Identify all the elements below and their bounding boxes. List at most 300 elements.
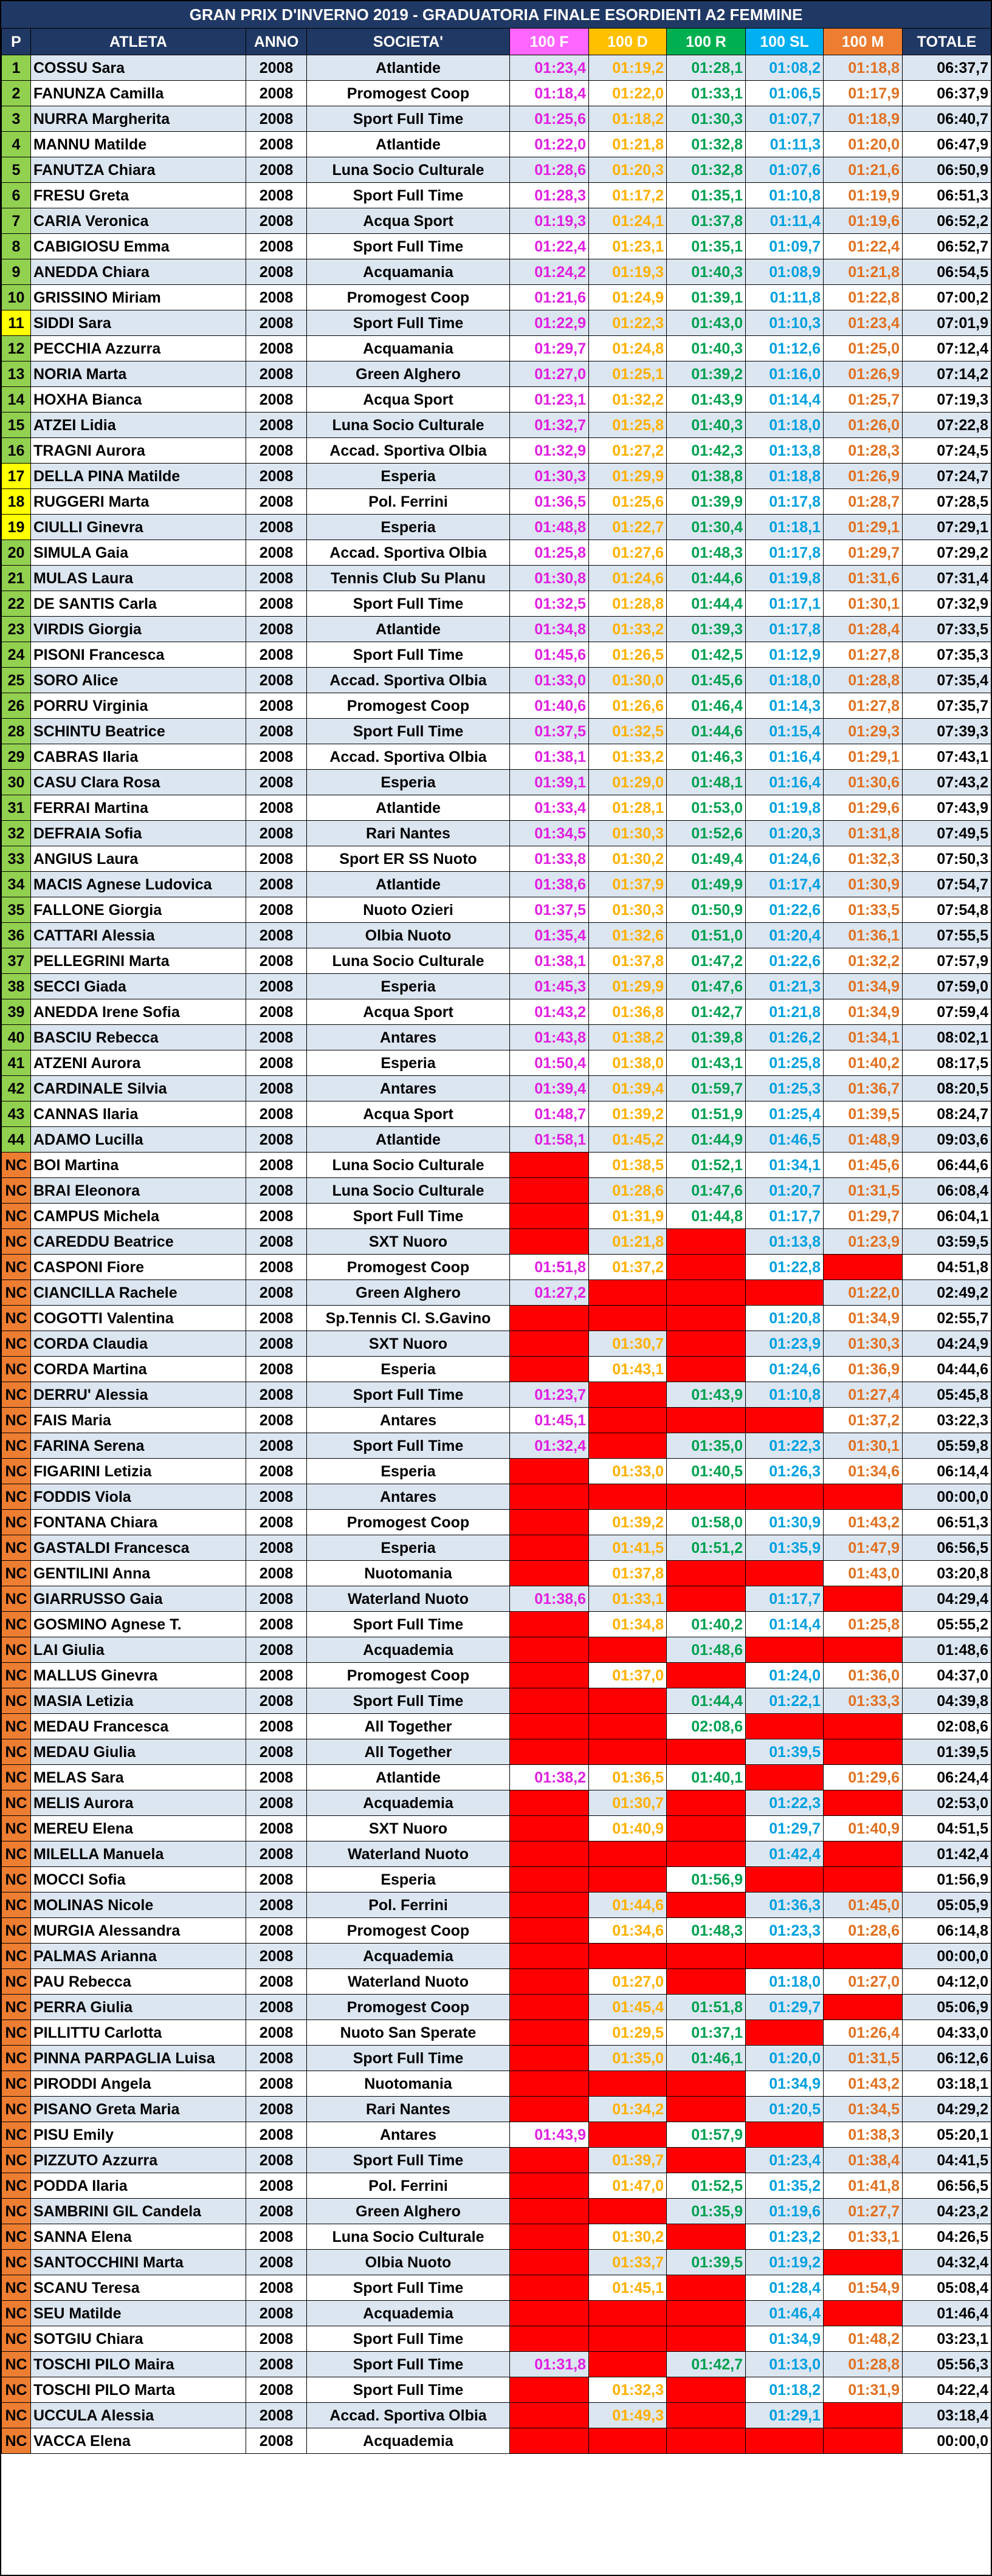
athlete-cell: GOSMINO Agnese T. <box>31 1612 246 1637</box>
time-100-f: 01:50,4 <box>510 1050 589 1076</box>
time-100-m: 01:38,3 <box>824 2122 903 2148</box>
club-cell: Luna Socio Culturale <box>307 1153 510 1178</box>
time-100-d: 01:23,1 <box>589 234 667 259</box>
athlete-cell: PISANO Greta Maria <box>31 2097 246 2122</box>
time-100-f <box>510 2250 589 2275</box>
table-row <box>2 1586 991 1612</box>
time-100-m: 01:29,7 <box>824 1204 903 1229</box>
time-100-sl <box>746 2020 824 2046</box>
time-100-r: 01:30,4 <box>667 515 746 540</box>
year-cell: 2008 <box>246 770 307 795</box>
time-100-sl: 01:34,9 <box>746 2071 824 2097</box>
time-100-d: 01:22,0 <box>589 81 667 106</box>
total-cell: 06:14,4 <box>903 1459 991 1484</box>
position-cell: NC <box>2 2352 31 2377</box>
table-row <box>2 1255 991 1280</box>
time-100-sl: 01:17,8 <box>746 489 824 515</box>
time-100-d: 01:24,6 <box>589 566 667 591</box>
time-100-m: 01:30,1 <box>824 591 903 617</box>
total-cell: 07:28,5 <box>903 489 991 515</box>
total-cell: 04:22,4 <box>903 2377 991 2403</box>
time-100-d: 01:25,1 <box>589 361 667 387</box>
table-row <box>2 770 991 795</box>
time-100-r <box>667 2275 746 2301</box>
position-cell: NC <box>2 1790 31 1816</box>
time-100-sl: 01:14,4 <box>746 387 824 413</box>
time-100-f: 01:33,0 <box>510 668 589 693</box>
time-100-f <box>510 2173 589 2199</box>
club-cell: Tennis Club Su Planu <box>307 566 510 591</box>
year-cell: 2008 <box>246 1306 307 1331</box>
time-100-m <box>824 2301 903 2326</box>
time-100-d <box>589 2199 667 2224</box>
time-100-m <box>824 1637 903 1663</box>
time-100-sl <box>746 1637 824 1663</box>
time-100-m: 01:29,6 <box>824 1765 903 1790</box>
time-100-r <box>667 1816 746 1841</box>
athlete-cell: CASU Clara Rosa <box>31 770 246 795</box>
year-cell: 2008 <box>246 1944 307 1969</box>
time-100-sl: 01:19,6 <box>746 2199 824 2224</box>
time-100-r: 01:52,1 <box>667 1153 746 1178</box>
time-100-sl: 01:39,5 <box>746 1739 824 1765</box>
time-100-r <box>667 1280 746 1306</box>
position-cell: NC <box>2 1586 31 1612</box>
time-100-r: 01:43,1 <box>667 1050 746 1076</box>
time-100-f: 01:43,9 <box>510 2122 589 2148</box>
time-100-f <box>510 1867 589 1893</box>
total-cell: 06:04,1 <box>903 1204 991 1229</box>
time-100-sl: 01:26,3 <box>746 1459 824 1484</box>
time-100-r: 01:45,6 <box>667 668 746 693</box>
time-100-d: 01:27,6 <box>589 540 667 566</box>
time-100-f <box>510 2301 589 2326</box>
time-100-f <box>510 1790 589 1816</box>
club-cell: Esperia <box>307 974 510 999</box>
time-100-d: 01:24,8 <box>589 336 667 361</box>
position-cell: NC <box>2 1944 31 1969</box>
time-100-sl <box>746 1561 824 1586</box>
time-100-r: 01:40,3 <box>667 259 746 285</box>
time-100-f <box>510 1944 589 1969</box>
time-100-sl: 01:13,8 <box>746 438 824 464</box>
year-cell: 2008 <box>246 1612 307 1637</box>
time-100-d: 01:45,4 <box>589 1995 667 2020</box>
position-cell: 12 <box>2 336 31 361</box>
athlete-cell: PODDA Ilaria <box>31 2173 246 2199</box>
time-100-m <box>824 2428 903 2454</box>
time-100-f <box>510 1178 589 1204</box>
position-cell: NC <box>2 2275 31 2301</box>
time-100-sl: 01:19,2 <box>746 2250 824 2275</box>
time-100-f <box>510 1969 589 1995</box>
position-cell: 40 <box>2 1025 31 1050</box>
time-100-r: 01:40,5 <box>667 1459 746 1484</box>
total-cell: 07:43,1 <box>903 744 991 770</box>
time-100-f: 01:38,1 <box>510 948 589 974</box>
club-cell: All Together <box>307 1739 510 1765</box>
time-100-r: 01:57,9 <box>667 2122 746 2148</box>
time-100-r: 01:37,1 <box>667 2020 746 2046</box>
time-100-f: 01:25,6 <box>510 106 589 132</box>
table-row <box>2 132 991 157</box>
table-row <box>2 2122 991 2148</box>
year-cell: 2008 <box>246 55 307 81</box>
year-cell: 2008 <box>246 591 307 617</box>
time-100-m: 01:29,7 <box>824 540 903 566</box>
time-100-f <box>510 1229 589 1255</box>
time-100-m: 01:27,0 <box>824 1969 903 1995</box>
table-row <box>2 1306 991 1331</box>
time-100-f: 01:43,2 <box>510 999 589 1025</box>
year-cell: 2008 <box>246 2428 307 2454</box>
club-cell: Acquamania <box>307 336 510 361</box>
table-row <box>2 1076 991 1101</box>
time-100-d <box>589 1280 667 1306</box>
time-100-m <box>824 1995 903 2020</box>
position-cell: 38 <box>2 974 31 999</box>
total-cell: 06:56,5 <box>903 1535 991 1561</box>
year-cell: 2008 <box>246 2173 307 2199</box>
time-100-d: 01:49,3 <box>589 2403 667 2428</box>
time-100-d: 01:37,8 <box>589 1561 667 1586</box>
athlete-cell: SORO Alice <box>31 668 246 693</box>
table-row <box>2 1612 991 1637</box>
total-cell: 01:56,9 <box>903 1867 991 1893</box>
col-header-100-r: 100 R <box>667 29 746 55</box>
time-100-sl: 01:11,4 <box>746 208 824 234</box>
time-100-r <box>667 1484 746 1510</box>
table-row <box>2 999 991 1025</box>
time-100-f <box>510 1612 589 1637</box>
club-cell: Waterland Nuoto <box>307 1841 510 1867</box>
time-100-d: 01:45,1 <box>589 2275 667 2301</box>
year-cell: 2008 <box>246 2377 307 2403</box>
time-100-r: 01:35,9 <box>667 2199 746 2224</box>
club-cell: Sport Full Time <box>307 2046 510 2071</box>
position-cell: NC <box>2 1153 31 1178</box>
time-100-f <box>510 1331 589 1357</box>
time-100-m: 01:36,0 <box>824 1663 903 1688</box>
club-cell: Esperia <box>307 1535 510 1561</box>
total-cell: 02:55,7 <box>903 1306 991 1331</box>
total-cell: 07:54,7 <box>903 872 991 897</box>
position-cell: NC <box>2 2122 31 2148</box>
time-100-r: 01:44,8 <box>667 1204 746 1229</box>
total-cell: 07:39,3 <box>903 719 991 744</box>
position-cell: NC <box>2 2403 31 2428</box>
club-cell: Accad. Sportiva Olbia <box>307 744 510 770</box>
position-cell: 10 <box>2 285 31 310</box>
total-cell: 06:51,3 <box>903 1510 991 1535</box>
total-cell: 07:00,2 <box>903 285 991 310</box>
athlete-cell: MOLINAS Nicole <box>31 1893 246 1918</box>
time-100-f: 01:43,8 <box>510 1025 589 1050</box>
time-100-d <box>589 1867 667 1893</box>
time-100-r: 01:46,4 <box>667 693 746 719</box>
position-cell: NC <box>2 1255 31 1280</box>
time-100-d: 01:22,7 <box>589 515 667 540</box>
time-100-sl <box>746 1867 824 1893</box>
year-cell: 2008 <box>246 234 307 259</box>
position-cell: 33 <box>2 846 31 872</box>
time-100-m: 01:18,9 <box>824 106 903 132</box>
club-cell: Acquademia <box>307 2301 510 2326</box>
club-cell: Antares <box>307 1025 510 1050</box>
position-cell: 31 <box>2 795 31 821</box>
position-cell: NC <box>2 2377 31 2403</box>
position-cell: NC <box>2 1178 31 1204</box>
table-row <box>2 2326 991 2352</box>
athlete-cell: CANNAS Ilaria <box>31 1101 246 1127</box>
time-100-r <box>667 2148 746 2173</box>
time-100-f <box>510 2097 589 2122</box>
total-cell: 07:35,7 <box>903 693 991 719</box>
position-cell: NC <box>2 2326 31 2352</box>
total-cell: 04:44,6 <box>903 1357 991 1382</box>
time-100-f: 01:36,5 <box>510 489 589 515</box>
time-100-d: 01:36,8 <box>589 999 667 1025</box>
time-100-m: 01:19,6 <box>824 208 903 234</box>
club-cell: Esperia <box>307 1459 510 1484</box>
position-cell: NC <box>2 1459 31 1484</box>
time-100-sl: 01:36,3 <box>746 1893 824 1918</box>
time-100-m: 01:29,1 <box>824 744 903 770</box>
time-100-sl: 01:24,6 <box>746 846 824 872</box>
year-cell: 2008 <box>246 540 307 566</box>
year-cell: 2008 <box>246 1101 307 1127</box>
time-100-sl: 01:29,7 <box>746 1995 824 2020</box>
athlete-cell: CIULLI Ginevra <box>31 515 246 540</box>
time-100-sl: 01:23,2 <box>746 2224 824 2250</box>
club-cell: Nuotomania <box>307 2071 510 2097</box>
club-cell: Green Alghero <box>307 2199 510 2224</box>
club-cell: Sport Full Time <box>307 234 510 259</box>
time-100-m: 01:39,5 <box>824 1101 903 1127</box>
time-100-d: 01:27,2 <box>589 438 667 464</box>
table-row <box>2 2199 991 2224</box>
time-100-sl: 01:17,7 <box>746 1204 824 1229</box>
table-row <box>2 1714 991 1739</box>
time-100-sl: 01:07,6 <box>746 157 824 183</box>
athlete-cell: PERRA Giulia <box>31 1995 246 2020</box>
time-100-f: 01:30,8 <box>510 566 589 591</box>
year-cell: 2008 <box>246 208 307 234</box>
total-cell: 09:03,6 <box>903 1127 991 1153</box>
table-row <box>2 1688 991 1714</box>
time-100-f <box>510 1535 589 1561</box>
time-100-sl: 01:21,8 <box>746 999 824 1025</box>
table-row <box>2 1841 991 1867</box>
time-100-d: 01:31,9 <box>589 1204 667 1229</box>
year-cell: 2008 <box>246 974 307 999</box>
time-100-d: 01:33,0 <box>589 1459 667 1484</box>
athlete-cell: ANGIUS Laura <box>31 846 246 872</box>
time-100-sl <box>746 2122 824 2148</box>
time-100-r: 01:44,6 <box>667 719 746 744</box>
time-100-sl: 01:13,8 <box>746 1229 824 1255</box>
total-cell: 03:23,1 <box>903 2326 991 2352</box>
club-cell: Sport ER SS Nuoto <box>307 846 510 872</box>
total-cell: 07:50,3 <box>903 846 991 872</box>
time-100-r: 01:42,7 <box>667 2352 746 2377</box>
position-cell: NC <box>2 2250 31 2275</box>
year-cell: 2008 <box>246 413 307 438</box>
time-100-m: 01:31,6 <box>824 566 903 591</box>
table-row <box>2 438 991 464</box>
time-100-m: 01:36,1 <box>824 923 903 948</box>
year-cell: 2008 <box>246 1535 307 1561</box>
time-100-f: 01:28,3 <box>510 183 589 208</box>
total-cell: 07:22,8 <box>903 413 991 438</box>
club-cell: Sport Full Time <box>307 1688 510 1714</box>
time-100-d: 01:30,3 <box>589 897 667 923</box>
time-100-f: 01:29,7 <box>510 336 589 361</box>
athlete-cell: SIMULA Gaia <box>31 540 246 566</box>
table-row <box>2 591 991 617</box>
time-100-d: 01:36,5 <box>589 1765 667 1790</box>
time-100-m: 01:33,3 <box>824 1688 903 1714</box>
position-cell: NC <box>2 1739 31 1765</box>
time-100-f <box>510 1561 589 1586</box>
table-row <box>2 310 991 336</box>
time-100-r: 01:49,9 <box>667 872 746 897</box>
time-100-f <box>510 2046 589 2071</box>
time-100-f: 01:31,8 <box>510 2352 589 2377</box>
total-cell: 04:51,5 <box>903 1816 991 1841</box>
club-cell: Pol. Ferrini <box>307 489 510 515</box>
club-cell: Olbia Nuoto <box>307 2250 510 2275</box>
athlete-cell: MURGIA Alessandra <box>31 1918 246 1944</box>
time-100-sl: 01:21,3 <box>746 974 824 999</box>
athlete-cell: PISONI Francesca <box>31 642 246 668</box>
time-100-m: 01:22,4 <box>824 234 903 259</box>
table-row <box>2 1510 991 1535</box>
time-100-sl: 01:12,9 <box>746 642 824 668</box>
table-row <box>2 2352 991 2377</box>
time-100-sl: 01:18,0 <box>746 1969 824 1995</box>
time-100-d: 01:30,2 <box>589 2224 667 2250</box>
club-cell: Sport Full Time <box>307 1382 510 1408</box>
year-cell: 2008 <box>246 1408 307 1433</box>
total-cell: 06:47,9 <box>903 132 991 157</box>
time-100-f: 01:22,4 <box>510 234 589 259</box>
time-100-m: 01:28,3 <box>824 438 903 464</box>
year-cell: 2008 <box>246 1510 307 1535</box>
athlete-cell: VIRDIS Giorgia <box>31 617 246 642</box>
position-cell: 43 <box>2 1101 31 1127</box>
table-row <box>2 2148 991 2173</box>
total-cell: 07:55,5 <box>903 923 991 948</box>
time-100-d: 01:37,9 <box>589 872 667 897</box>
year-cell: 2008 <box>246 157 307 183</box>
year-cell: 2008 <box>246 2148 307 2173</box>
time-100-r: 01:49,4 <box>667 846 746 872</box>
time-100-d: 01:32,2 <box>589 387 667 413</box>
time-100-m: 01:48,2 <box>824 2326 903 2352</box>
total-cell: 07:19,3 <box>903 387 991 413</box>
time-100-f: 01:32,5 <box>510 591 589 617</box>
time-100-m: 01:29,6 <box>824 795 903 821</box>
time-100-f <box>510 1918 589 1944</box>
year-cell: 2008 <box>246 1663 307 1688</box>
time-100-sl: 01:24,6 <box>746 1357 824 1382</box>
total-cell: 02:49,2 <box>903 1280 991 1306</box>
time-100-m <box>824 1714 903 1739</box>
club-cell: Waterland Nuoto <box>307 1586 510 1612</box>
year-cell: 2008 <box>246 2020 307 2046</box>
table-row <box>2 1765 991 1790</box>
time-100-m: 01:33,5 <box>824 897 903 923</box>
time-100-r: 01:52,5 <box>667 2173 746 2199</box>
time-100-m: 01:26,9 <box>824 464 903 489</box>
athlete-cell: SEU Matilde <box>31 2301 246 2326</box>
total-cell: 06:37,7 <box>903 55 991 81</box>
time-100-d: 01:30,2 <box>589 846 667 872</box>
time-100-r: 01:52,6 <box>667 821 746 846</box>
club-cell: Nuoto Ozieri <box>307 897 510 923</box>
year-cell: 2008 <box>246 923 307 948</box>
time-100-f <box>510 1357 589 1382</box>
time-100-sl: 01:11,8 <box>746 285 824 310</box>
position-cell: NC <box>2 1714 31 1739</box>
time-100-d: 01:30,0 <box>589 668 667 693</box>
year-cell: 2008 <box>246 821 307 846</box>
time-100-sl: 01:10,3 <box>746 310 824 336</box>
position-cell: NC <box>2 1893 31 1918</box>
time-100-f <box>510 1714 589 1739</box>
time-100-sl: 01:17,8 <box>746 617 824 642</box>
athlete-cell: CARIA Veronica <box>31 208 246 234</box>
year-cell: 2008 <box>246 310 307 336</box>
position-cell: 41 <box>2 1050 31 1076</box>
sheet-title: GRAN PRIX D'INVERNO 2019 - GRADUATORIA FINALE ESORDIENTI A2 FEMMINE <box>1 1 991 29</box>
athlete-cell: CASPONI Fiore <box>31 1255 246 1280</box>
table-row <box>2 515 991 540</box>
position-cell: NC <box>2 1918 31 1944</box>
time-100-r <box>667 1790 746 1816</box>
time-100-m: 01:54,9 <box>824 2275 903 2301</box>
year-cell: 2008 <box>246 2122 307 2148</box>
time-100-d: 01:38,0 <box>589 1050 667 1076</box>
club-cell: Promogest Coop <box>307 1918 510 1944</box>
time-100-r <box>667 2377 746 2403</box>
total-cell: 06:44,6 <box>903 1153 991 1178</box>
time-100-m: 01:43,2 <box>824 2071 903 2097</box>
table-row <box>2 1382 991 1408</box>
table-row <box>2 1561 991 1586</box>
athlete-cell: MACIS Agnese Ludovica <box>31 872 246 897</box>
year-cell: 2008 <box>246 361 307 387</box>
year-cell: 2008 <box>246 1765 307 1790</box>
time-100-sl: 01:16,4 <box>746 744 824 770</box>
time-100-sl: 01:14,3 <box>746 693 824 719</box>
time-100-m: 01:31,8 <box>824 821 903 846</box>
time-100-m <box>824 1841 903 1867</box>
time-100-sl <box>746 1280 824 1306</box>
position-cell: 8 <box>2 234 31 259</box>
position-cell: 42 <box>2 1076 31 1101</box>
athlete-cell: PISU Emily <box>31 2122 246 2148</box>
time-100-r: 01:51,9 <box>667 1101 746 1127</box>
position-cell: NC <box>2 2148 31 2173</box>
time-100-f <box>510 1459 589 1484</box>
club-cell: SXT Nuoro <box>307 1816 510 1841</box>
athlete-cell: PELLEGRINI Marta <box>31 948 246 974</box>
time-100-d: 01:20,3 <box>589 157 667 183</box>
time-100-m: 01:17,9 <box>824 81 903 106</box>
time-100-sl <box>746 1714 824 1739</box>
